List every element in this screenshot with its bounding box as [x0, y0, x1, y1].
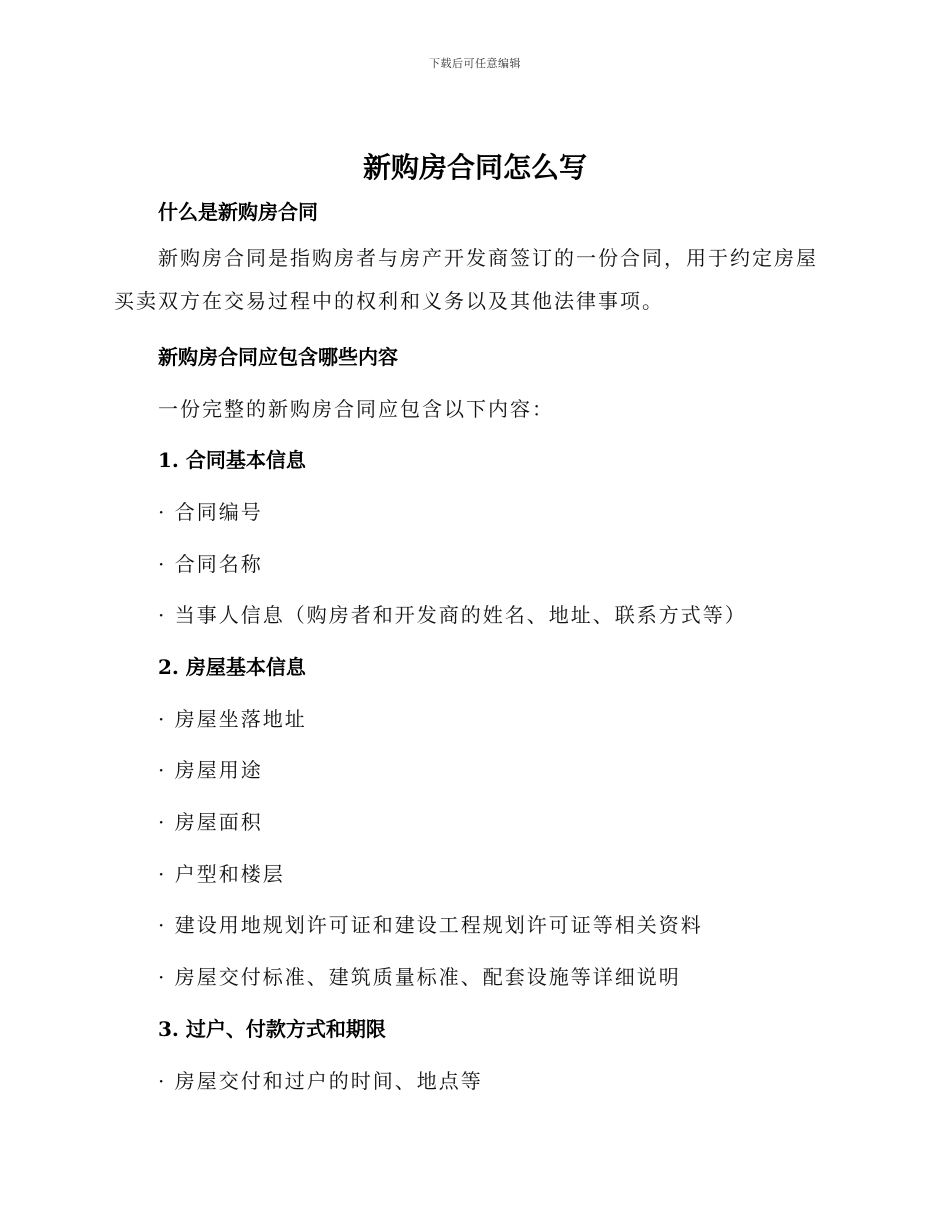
list-item: · 房屋面积	[158, 810, 263, 834]
list-item: · 房屋交付标准、建筑质量标准、配套设施等详细说明	[158, 965, 681, 989]
header-note: 下载后可任意编辑	[429, 57, 521, 70]
part1-heading: 1. 合同基本信息	[158, 448, 306, 472]
list-item: · 户型和楼层	[158, 862, 285, 886]
list-item: · 房屋交付和过户的时间、地点等	[158, 1069, 483, 1093]
list-item: · 合同编号	[158, 500, 263, 524]
part3-heading: 3. 过户、付款方式和期限	[158, 1017, 386, 1041]
list-item: · 房屋用途	[158, 758, 263, 782]
list-item: · 建设用地规划许可证和建设工程规划许可证等相关资料	[158, 913, 703, 937]
section-heading-what-is: 什么是新购房合同	[158, 200, 318, 224]
contents-intro: 一份完整的新购房合同应包含以下内容：	[158, 397, 554, 421]
list-item: · 当事人信息（购房者和开发商的姓名、地址、联系方式等）	[158, 603, 747, 627]
list-item: · 房屋坐落地址	[158, 707, 307, 731]
part2-heading: 2. 房屋基本信息	[158, 655, 306, 679]
list-item: · 合同名称	[158, 552, 263, 576]
document-title: 新购房合同怎么写	[362, 151, 587, 184]
section-heading-contents: 新购房合同应包含哪些内容	[158, 345, 398, 369]
definition-paragraph: 新购房合同是指购房者与房产开发商签订的一份合同，用于约定房屋买卖双方在交易过程中的权利和义务以及其他法律事项。	[114, 246, 818, 313]
